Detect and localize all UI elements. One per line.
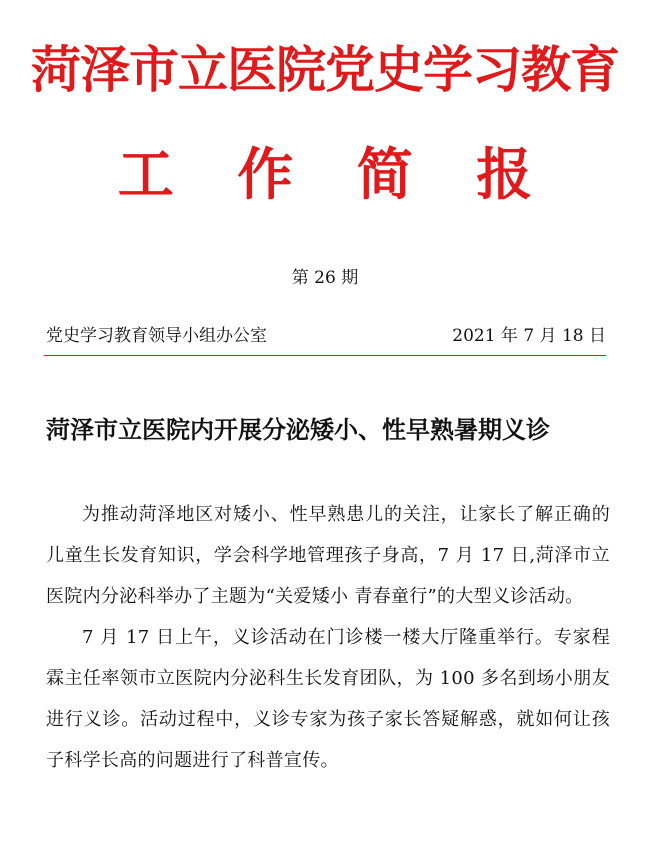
masthead-subtitle: 工 作 简 报 [117,142,555,208]
issue-number: 第 26 期 [291,268,359,288]
red-divider-line [44,355,606,356]
article-paragraph: 7 月 17 日上午，义诊活动在门诊楼一楼大厅隆重举行。专家程霖主任率领市立医院内分泌科生长发育团队，为 100 多名到场小朋友进行义诊。活动过程中，义诊专家为孩子家长答疑解惑，就如何让孩子科学长高的问题进行了科普宣传。 [46,627,610,771]
issue-date: 2021 年 7 月 18 日 [452,326,606,346]
masthead-title: 菏泽市立医院党史学习教育 [31,40,619,99]
article-paragraph: 为推动菏泽地区对矮小、性早熟患儿的关注，让家长了解正确的儿童生长发育知识，学会科学地管理孩子身高，7 月 17 日,菏泽市立医院内分泌科举办了主题为“关爱矮小 青春童行”的大型义诊活动。 [46,504,610,607]
issuer-office: 党史学习教育领导小组办公室 [46,326,267,346]
article-title: 菏泽市立医院内开展分泌矮小、性早熟暑期义诊 [46,416,550,444]
article-body [46,494,610,781]
